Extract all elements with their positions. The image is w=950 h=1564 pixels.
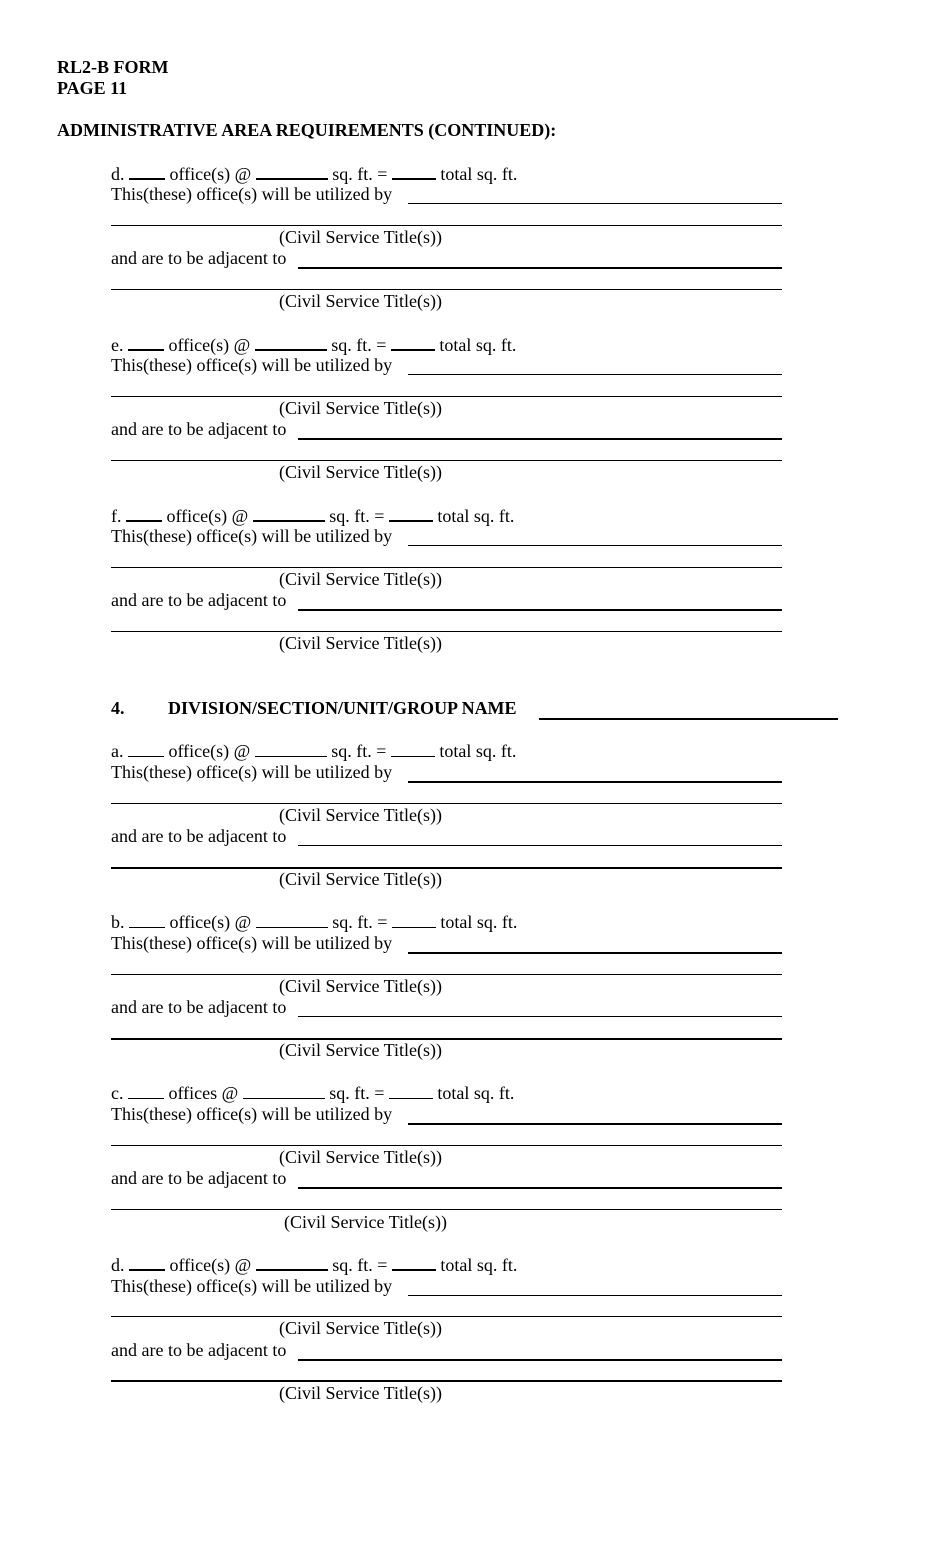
utilized-field-line2[interactable] [111,974,782,975]
sqft-label: sq. ft. = [332,164,388,184]
sqft-label: sq. ft. = [329,506,385,526]
adjacent-label: and are to be adjacent to [111,419,287,439]
total-label: total sq. ft. [437,506,515,526]
adjacent-field[interactable] [298,1187,782,1189]
adjacent-field[interactable] [298,267,782,269]
utilized-label: This(these) office(s) will be utilized by [111,1276,393,1296]
office-count-field[interactable] [128,1083,164,1099]
adjacent-field-line2[interactable] [111,631,782,632]
utilized-field[interactable] [408,1123,782,1125]
utilized-field-line2[interactable] [111,396,782,397]
civil-service-caption: (Civil Service Title(s)) [279,976,442,996]
entry-letter: a. [111,741,124,761]
civil-service-caption: (Civil Service Title(s)) [279,462,442,482]
total-label: total sq. ft. [439,335,517,355]
adjacent-label: and are to be adjacent to [111,1340,287,1360]
entry-letter: e. [111,335,124,355]
group-name-field[interactable] [539,718,838,720]
utilized-label: This(these) office(s) will be utilized by [111,762,393,782]
total-sqft-field[interactable] [392,163,436,180]
sqft-label: sq. ft. = [332,912,388,932]
utilized-field-line2[interactable] [111,1316,782,1317]
adjacent-label: and are to be adjacent to [111,248,287,268]
civil-service-caption: (Civil Service Title(s)) [279,805,442,825]
adjacent-label: and are to be adjacent to [111,826,287,846]
adjacent-field[interactable] [298,1016,782,1017]
sqft-label: sq. ft. = [331,335,387,355]
total-label: total sq. ft. [439,741,517,761]
entry-letter: c. [111,1083,124,1103]
utilized-label: This(these) office(s) will be utilized by [111,526,393,546]
offices-label: office(s) @ [169,1255,252,1275]
office-count-field[interactable] [128,334,164,351]
offices-label: office(s) @ [168,741,251,761]
sqft-label: sq. ft. = [329,1083,385,1103]
utilized-label: This(these) office(s) will be utilized by [111,355,393,375]
total-label: total sq. ft. [440,164,518,184]
sqft-field[interactable] [256,163,328,180]
civil-service-caption: (Civil Service Title(s)) [279,1318,442,1338]
utilized-field[interactable] [408,374,782,375]
civil-service-caption: (Civil Service Title(s)) [279,633,442,653]
sqft-field[interactable] [256,912,328,928]
total-sqft-field[interactable] [389,505,433,522]
sqft-label: sq. ft. = [331,741,387,761]
sqft-label: sq. ft. = [332,1255,388,1275]
section-title: ADMINISTRATIVE AREA REQUIREMENTS (CONTINUED): [57,120,557,140]
entry-letter: b. [111,912,125,932]
office-count-field[interactable] [128,741,164,757]
civil-service-caption: (Civil Service Title(s)) [279,398,442,418]
adjacent-field-line2[interactable] [111,1380,782,1382]
adjacent-label: and are to be adjacent to [111,997,287,1017]
sqft-field[interactable] [255,741,327,757]
utilized-field[interactable] [408,952,782,954]
civil-service-caption: (Civil Service Title(s)) [279,1383,442,1403]
total-sqft-field[interactable] [391,334,435,351]
utilized-field[interactable] [408,781,782,783]
entry-letter: f. [111,506,122,526]
section-heading: DIVISION/SECTION/UNIT/GROUP NAME [168,698,517,718]
civil-service-caption: (Civil Service Title(s)) [279,291,442,311]
entry-letter: d. [111,1255,125,1275]
utilized-label: This(these) office(s) will be utilized by [111,1104,393,1124]
civil-service-caption: (Civil Service Title(s)) [279,1147,442,1167]
total-label: total sq. ft. [440,912,518,932]
adjacent-field[interactable] [298,438,782,440]
total-sqft-field[interactable] [391,741,435,757]
offices-label: offices @ [168,1083,239,1103]
civil-service-caption: (Civil Service Title(s)) [279,1040,442,1060]
sqft-field[interactable] [256,1254,328,1271]
section-number: 4. [111,698,125,718]
form-id: RL2-B FORM [57,57,169,77]
civil-service-caption: (Civil Service Title(s)) [279,869,442,889]
offices-label: office(s) @ [168,335,251,355]
entry-letter: d. [111,164,125,184]
total-sqft-field[interactable] [392,1254,436,1271]
office-count-field[interactable] [126,505,162,522]
adjacent-field-line2[interactable] [111,289,782,290]
sqft-field[interactable] [243,1083,325,1099]
utilized-label: This(these) office(s) will be utilized by [111,933,393,953]
offices-label: office(s) @ [166,506,249,526]
office-count-field[interactable] [129,912,165,928]
adjacent-field[interactable] [298,1359,782,1361]
adjacent-label: and are to be adjacent to [111,590,287,610]
utilized-field-line2[interactable] [111,803,782,804]
office-count-field[interactable] [129,163,165,180]
civil-service-caption: (Civil Service Title(s)) [284,1212,447,1232]
page-number: PAGE 11 [57,78,128,98]
utilized-label: This(these) office(s) will be utilized by [111,184,393,204]
civil-service-caption: (Civil Service Title(s)) [279,569,442,589]
sqft-field[interactable] [255,334,327,351]
utilized-field[interactable] [408,1295,782,1296]
adjacent-field-line2[interactable] [111,867,782,869]
sqft-field[interactable] [253,505,325,522]
total-sqft-field[interactable] [389,1083,433,1099]
total-label: total sq. ft. [437,1083,515,1103]
utilized-field[interactable] [408,545,782,546]
adjacent-field[interactable] [298,845,782,846]
adjacent-label: and are to be adjacent to [111,1168,287,1188]
offices-label: office(s) @ [169,912,252,932]
total-label: total sq. ft. [440,1255,518,1275]
utilized-field-line2[interactable] [111,1145,782,1146]
total-sqft-field[interactable] [392,912,436,928]
offices-label: office(s) @ [169,164,252,184]
adjacent-field-line2[interactable] [111,460,782,461]
adjacent-field[interactable] [298,609,782,611]
civil-service-caption: (Civil Service Title(s)) [279,227,442,247]
office-count-field[interactable] [129,1254,165,1271]
adjacent-field-line2[interactable] [111,1038,782,1040]
utilized-field-line2[interactable] [111,225,782,226]
utilized-field[interactable] [408,203,782,204]
utilized-field-line2[interactable] [111,567,782,568]
adjacent-field-line2[interactable] [111,1209,782,1210]
